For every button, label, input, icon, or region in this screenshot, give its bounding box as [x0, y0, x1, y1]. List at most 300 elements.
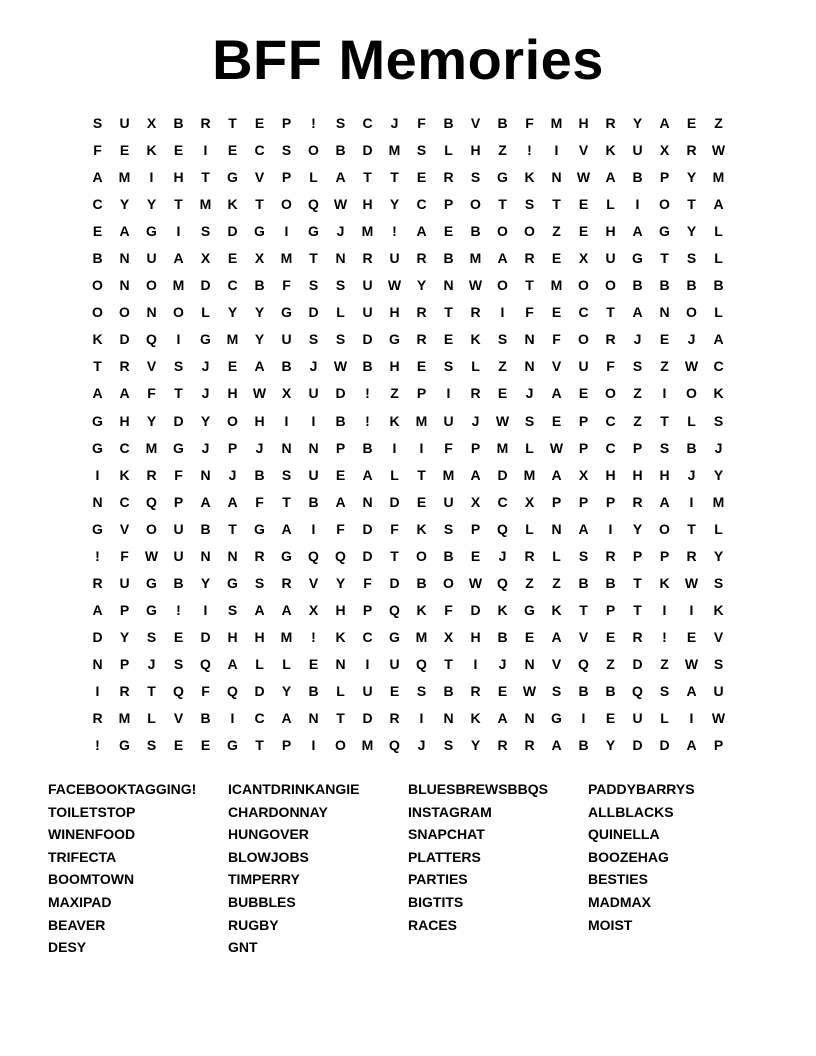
- grid-cell: !: [311, 115, 316, 132]
- grid-cell: F: [525, 304, 534, 321]
- grid-cell: C: [416, 196, 427, 213]
- grid-cell: S: [200, 223, 211, 240]
- grid-cell: N: [524, 710, 535, 727]
- word-list-column: [228, 778, 408, 959]
- word-item: DESY: [48, 939, 87, 956]
- grid-cell: N: [524, 331, 535, 348]
- grid-cell: P: [362, 601, 373, 618]
- grid-cell: O: [578, 331, 589, 348]
- grid-cell: U: [146, 250, 157, 267]
- grid-cell: R: [632, 628, 643, 645]
- grid-cell: A: [632, 304, 643, 321]
- grid-cell: I: [284, 223, 289, 240]
- word-item: INSTAGRAM: [408, 803, 492, 820]
- grid-cell: G: [119, 737, 130, 754]
- grid-cell: E: [497, 385, 508, 402]
- grid-cell: Z: [633, 412, 642, 429]
- grid-cell: S: [308, 331, 319, 348]
- grid-cell: I: [284, 412, 289, 429]
- grid-cell: M: [145, 439, 158, 456]
- grid-cell: F: [282, 277, 291, 294]
- grid-cell: R: [470, 304, 481, 321]
- grid-cell: U: [713, 683, 724, 699]
- grid-cell: I: [311, 412, 316, 429]
- grid-cell: K: [470, 710, 481, 727]
- grid-cell: N: [281, 439, 292, 456]
- grid-cell: T: [255, 196, 264, 213]
- grid-cell: I: [608, 520, 613, 537]
- grid-cell: W: [144, 547, 159, 564]
- grid-cell: C: [254, 710, 265, 727]
- grid-cell: U: [632, 142, 643, 159]
- grid-cell: W: [495, 412, 510, 429]
- grid-cell: I: [392, 439, 397, 456]
- grid-cell: H: [389, 304, 400, 321]
- grid-cell: Y: [200, 412, 211, 429]
- grid-cell: R: [92, 710, 103, 727]
- grid-cell: G: [227, 737, 238, 754]
- grid-cell: A: [227, 655, 238, 672]
- grid-cell: T: [444, 655, 453, 672]
- grid-cell: D: [92, 628, 103, 645]
- grid-cell: S: [281, 142, 292, 159]
- grid-cell: E: [578, 196, 589, 213]
- grid-cell: B: [173, 115, 184, 132]
- grid-cell: W: [252, 385, 267, 402]
- grid-cell: Z: [660, 358, 669, 375]
- grid-cell: A: [713, 331, 724, 348]
- grid-cell: Y: [335, 574, 346, 591]
- grid-cell: W: [711, 142, 726, 159]
- grid-cell: F: [174, 466, 183, 483]
- grid-cell: Q: [227, 683, 238, 699]
- grid-cell: Y: [146, 412, 157, 429]
- grid-cell: R: [119, 358, 130, 375]
- grid-cell: H: [659, 466, 670, 483]
- grid-cell: Y: [119, 196, 130, 213]
- grid-cell: R: [254, 547, 265, 564]
- grid-cell: N: [200, 547, 211, 564]
- grid-cell: D: [200, 277, 211, 294]
- grid-cell: N: [308, 710, 319, 727]
- grid-cell: M: [118, 710, 131, 727]
- grid-cell: P: [173, 493, 184, 510]
- grid-cell: L: [606, 196, 615, 213]
- grid-cell: G: [632, 250, 643, 267]
- grid-cell: D: [335, 385, 346, 402]
- grid-cell: O: [524, 223, 535, 240]
- grid-cell: Z: [498, 142, 507, 159]
- grid-cell: N: [92, 493, 103, 510]
- grid-cell: C: [227, 277, 238, 294]
- grid-cell: X: [578, 466, 589, 483]
- grid-cell: K: [713, 385, 724, 402]
- grid-cell: K: [335, 628, 346, 645]
- grid-cell: U: [362, 683, 373, 699]
- grid-cell: M: [361, 223, 374, 240]
- grid-cell: C: [605, 439, 616, 456]
- grid-cell: M: [172, 277, 185, 294]
- grid-cell: L: [336, 683, 345, 699]
- word-item: MOIST: [588, 916, 633, 933]
- grid-cell: M: [469, 250, 482, 267]
- grid-cell: P: [632, 547, 643, 564]
- grid-cell: R: [362, 250, 373, 267]
- grid-cell: E: [416, 169, 427, 186]
- grid-cell: I: [311, 737, 316, 754]
- grid-cell: Q: [632, 683, 643, 699]
- grid-cell: H: [605, 466, 616, 483]
- grid-cell: N: [524, 358, 535, 375]
- grid-cell: S: [281, 466, 292, 483]
- grid-cell: J: [498, 655, 507, 672]
- grid-cell: H: [227, 385, 238, 402]
- grid-cell: U: [389, 250, 400, 267]
- grid-cell: !: [662, 628, 667, 645]
- grid-cell: M: [415, 628, 428, 645]
- grid-cell: F: [363, 574, 372, 591]
- grid-cell: I: [365, 655, 370, 672]
- grid-cell: J: [633, 331, 642, 348]
- grid-cell: M: [361, 737, 374, 754]
- grid-cell: R: [92, 574, 103, 591]
- grid-cell: S: [659, 683, 670, 699]
- grid-cell: B: [443, 115, 454, 132]
- grid-cell: I: [554, 142, 559, 159]
- grid-cell: U: [605, 250, 616, 267]
- grid-cell: N: [308, 439, 319, 456]
- grid-cell: T: [228, 520, 237, 537]
- grid-cell: M: [280, 250, 293, 267]
- grid-cell: T: [687, 196, 696, 213]
- grid-cell: F: [444, 601, 453, 618]
- grid-cell: Q: [173, 683, 184, 699]
- grid-cell: T: [579, 601, 588, 618]
- grid-cell: T: [255, 737, 264, 754]
- grid-cell: G: [146, 223, 157, 240]
- grid-cell: R: [416, 331, 427, 348]
- grid-cell: P: [227, 439, 238, 456]
- grid-cell: E: [227, 250, 238, 267]
- grid-cell: Q: [146, 331, 157, 348]
- grid-cell: S: [443, 520, 454, 537]
- grid-cell: M: [550, 277, 563, 294]
- grid-cell: F: [147, 385, 156, 402]
- grid-cell: L: [714, 223, 723, 240]
- grid-cell: A: [578, 520, 589, 537]
- word-item: ICANTDRINKANGIE: [228, 781, 360, 797]
- grid-cell: X: [470, 493, 481, 510]
- grid-cell: N: [443, 277, 454, 294]
- grid-cell: X: [308, 601, 319, 618]
- grid-cell: Y: [200, 574, 211, 591]
- grid-cell: N: [524, 655, 535, 672]
- grid-cell: G: [281, 304, 292, 321]
- grid-cell: I: [311, 520, 316, 537]
- grid-cell: D: [362, 710, 373, 727]
- grid-cell: O: [119, 304, 130, 321]
- grid-cell: J: [228, 466, 237, 483]
- grid-cell: Y: [146, 196, 157, 213]
- grid-cell: !: [176, 601, 181, 618]
- word-item: BOOZEHAG: [588, 848, 669, 865]
- grid-cell: H: [632, 466, 643, 483]
- grid-cell: H: [227, 628, 238, 645]
- grid-cell: T: [390, 169, 399, 186]
- grid-cell: G: [173, 439, 184, 456]
- grid-cell: J: [390, 115, 399, 132]
- grid-cell: L: [714, 304, 723, 321]
- grid-cell: Y: [686, 223, 697, 240]
- grid-cell: K: [551, 601, 562, 618]
- grid-cell: A: [335, 493, 346, 510]
- grid-cell: A: [551, 466, 562, 483]
- grid-cell: A: [362, 466, 373, 483]
- grid-cell: S: [470, 169, 481, 186]
- grid-cell: P: [578, 439, 589, 456]
- grid-cell: S: [497, 331, 508, 348]
- grid-cell: F: [525, 115, 534, 132]
- word-list-column: [408, 778, 588, 959]
- grid-cell: S: [335, 331, 346, 348]
- grid-cell: Y: [605, 737, 616, 754]
- grid-cell: P: [443, 196, 454, 213]
- grid-cell: O: [659, 196, 670, 213]
- grid-cell: P: [605, 493, 616, 510]
- grid-cell: N: [551, 520, 562, 537]
- grid-cell: B: [416, 574, 427, 591]
- grid-cell: T: [687, 520, 696, 537]
- grid-cell: P: [713, 737, 724, 754]
- grid-cell: P: [470, 439, 481, 456]
- grid-cell: F: [120, 547, 129, 564]
- grid-cell: A: [497, 710, 508, 727]
- grid-cell: B: [335, 142, 346, 159]
- grid-cell: H: [605, 223, 616, 240]
- grid-cell: K: [524, 169, 535, 186]
- grid-cell: Y: [254, 331, 265, 348]
- grid-cell: G: [659, 223, 670, 240]
- grid-cell: E: [443, 331, 454, 348]
- grid-cell: R: [389, 710, 400, 727]
- grid-cell: P: [632, 439, 643, 456]
- grid-cell: Y: [632, 115, 643, 132]
- grid-cell: S: [578, 547, 589, 564]
- grid-cell: U: [578, 358, 589, 375]
- grid-cell: E: [200, 737, 211, 754]
- grid-cell: A: [227, 493, 238, 510]
- grid-cell: Y: [713, 466, 724, 483]
- grid-cell: K: [416, 520, 427, 537]
- grid-cell: M: [712, 493, 725, 510]
- grid-cell: A: [551, 385, 562, 402]
- grid-cell: A: [335, 169, 346, 186]
- grid-cell: F: [444, 439, 453, 456]
- grid-cell: B: [686, 439, 697, 456]
- grid-cell: V: [146, 358, 157, 375]
- grid-cell: U: [362, 277, 373, 294]
- grid-cell: J: [201, 439, 210, 456]
- grid-cell: O: [92, 304, 103, 321]
- grid-cell: T: [336, 710, 345, 727]
- grid-cell: A: [713, 196, 724, 213]
- grid-cell: E: [659, 331, 670, 348]
- grid-cell: G: [254, 223, 265, 240]
- grid-cell: D: [254, 683, 265, 699]
- grid-cell: B: [578, 574, 589, 591]
- grid-cell: O: [578, 277, 589, 294]
- grid-cell: K: [470, 331, 481, 348]
- grid-cell: C: [92, 196, 103, 213]
- grid-cell: K: [713, 601, 724, 618]
- grid-cell: M: [550, 115, 563, 132]
- grid-cell: Y: [119, 628, 130, 645]
- grid-cell: R: [443, 169, 454, 186]
- grid-cell: T: [498, 196, 507, 213]
- grid-cell: S: [335, 115, 346, 132]
- grid-cell: N: [362, 493, 373, 510]
- grid-cell: Q: [389, 737, 400, 754]
- grid-cell: C: [362, 628, 373, 645]
- grid-cell: X: [524, 493, 535, 510]
- grid-cell: T: [363, 169, 372, 186]
- grid-cell: S: [632, 358, 643, 375]
- grid-cell: J: [201, 385, 210, 402]
- grid-cell: S: [227, 601, 238, 618]
- grid-cell: B: [443, 683, 454, 699]
- grid-cell: Y: [254, 304, 265, 321]
- grid-cell: E: [254, 115, 265, 132]
- grid-cell: G: [281, 547, 292, 564]
- grid-cell: R: [632, 493, 643, 510]
- grid-cell: D: [389, 493, 400, 510]
- grid-cell: B: [497, 115, 508, 132]
- grid-cell: Y: [389, 196, 400, 213]
- grid-cell: G: [227, 169, 238, 186]
- grid-cell: R: [416, 304, 427, 321]
- grid-cell: O: [335, 737, 346, 754]
- grid-cell: !: [392, 223, 397, 240]
- grid-cell: M: [226, 331, 239, 348]
- grid-cell: M: [415, 412, 428, 429]
- grid-cell: W: [333, 358, 348, 375]
- grid-cell: A: [119, 223, 130, 240]
- grid-cell: D: [362, 142, 373, 159]
- grid-cell: I: [95, 466, 100, 483]
- grid-cell: A: [632, 223, 643, 240]
- grid-cell: T: [390, 547, 399, 564]
- grid-cell: R: [497, 737, 508, 754]
- grid-cell: E: [605, 628, 616, 645]
- grid-cell: N: [119, 277, 130, 294]
- grid-cell: I: [203, 601, 208, 618]
- grid-cell: S: [443, 737, 454, 754]
- word-item: BIGTITS: [408, 893, 464, 910]
- grid-cell: F: [336, 520, 345, 537]
- grid-cell: F: [201, 683, 210, 699]
- grid-cell: S: [308, 277, 319, 294]
- grid-cell: R: [524, 547, 535, 564]
- grid-cell: !: [311, 628, 316, 645]
- word-item: MAXIPAD: [48, 893, 112, 910]
- grid-cell: G: [92, 412, 103, 429]
- page-title: BFF Memories: [212, 28, 604, 91]
- grid-cell: A: [254, 601, 265, 618]
- grid-cell: R: [686, 547, 697, 564]
- grid-cell: Z: [660, 655, 669, 672]
- grid-cell: D: [200, 628, 211, 645]
- grid-cell: A: [497, 250, 508, 267]
- grid-cell: B: [335, 412, 346, 429]
- grid-cell: L: [525, 439, 534, 456]
- grid-cell: L: [714, 250, 723, 267]
- grid-cell: T: [660, 250, 669, 267]
- grid-cell: O: [470, 196, 481, 213]
- grid-cell: M: [118, 169, 131, 186]
- grid-cell: F: [255, 493, 264, 510]
- grid-cell: E: [686, 115, 697, 132]
- grid-cell: W: [684, 574, 699, 591]
- grid-cell: B: [578, 683, 589, 699]
- grid-cell: E: [308, 655, 319, 672]
- grid-cell: O: [92, 277, 103, 294]
- grid-cell: F: [93, 142, 102, 159]
- grid-cell: W: [387, 277, 402, 294]
- grid-cell: B: [200, 520, 211, 537]
- grid-cell: B: [200, 710, 211, 727]
- grid-cell: Z: [633, 385, 642, 402]
- grid-cell: S: [92, 115, 103, 132]
- grid-cell: I: [176, 223, 181, 240]
- grid-cell: A: [92, 601, 103, 618]
- grid-cell: S: [713, 655, 724, 672]
- grid-cell: E: [551, 250, 562, 267]
- grid-cell: U: [173, 520, 184, 537]
- grid-cell: E: [524, 628, 535, 645]
- grid-cell: A: [686, 683, 697, 699]
- grid-cell: A: [686, 737, 697, 754]
- grid-cell: B: [605, 574, 616, 591]
- word-list: [48, 778, 788, 959]
- grid-cell: Z: [552, 574, 561, 591]
- grid-cell: B: [686, 277, 697, 294]
- grid-cell: P: [551, 493, 562, 510]
- grid-cell: I: [230, 710, 235, 727]
- grid-cell: Y: [227, 304, 238, 321]
- grid-cell: H: [470, 628, 481, 645]
- grid-cell: R: [605, 115, 616, 132]
- grid-cell: O: [146, 520, 157, 537]
- grid-cell: H: [362, 196, 373, 213]
- grid-cell: A: [200, 493, 211, 510]
- grid-cell: C: [119, 493, 130, 510]
- grid-cell: E: [227, 358, 238, 375]
- word-item: BLOWJOBS: [228, 848, 309, 865]
- grid-cell: D: [362, 547, 373, 564]
- grid-cell: V: [254, 169, 265, 186]
- grid-cell: D: [632, 655, 643, 672]
- grid-cell: Y: [416, 277, 427, 294]
- grid-cell: Q: [335, 547, 346, 564]
- grid-cell: I: [689, 710, 694, 727]
- grid-cell: S: [146, 737, 157, 754]
- grid-cell: J: [498, 547, 507, 564]
- grid-cell: L: [525, 520, 534, 537]
- grid-cell: T: [309, 250, 318, 267]
- grid-cell: E: [605, 710, 616, 727]
- word-item: QUINELLA: [588, 826, 660, 843]
- grid-cell: X: [659, 142, 670, 159]
